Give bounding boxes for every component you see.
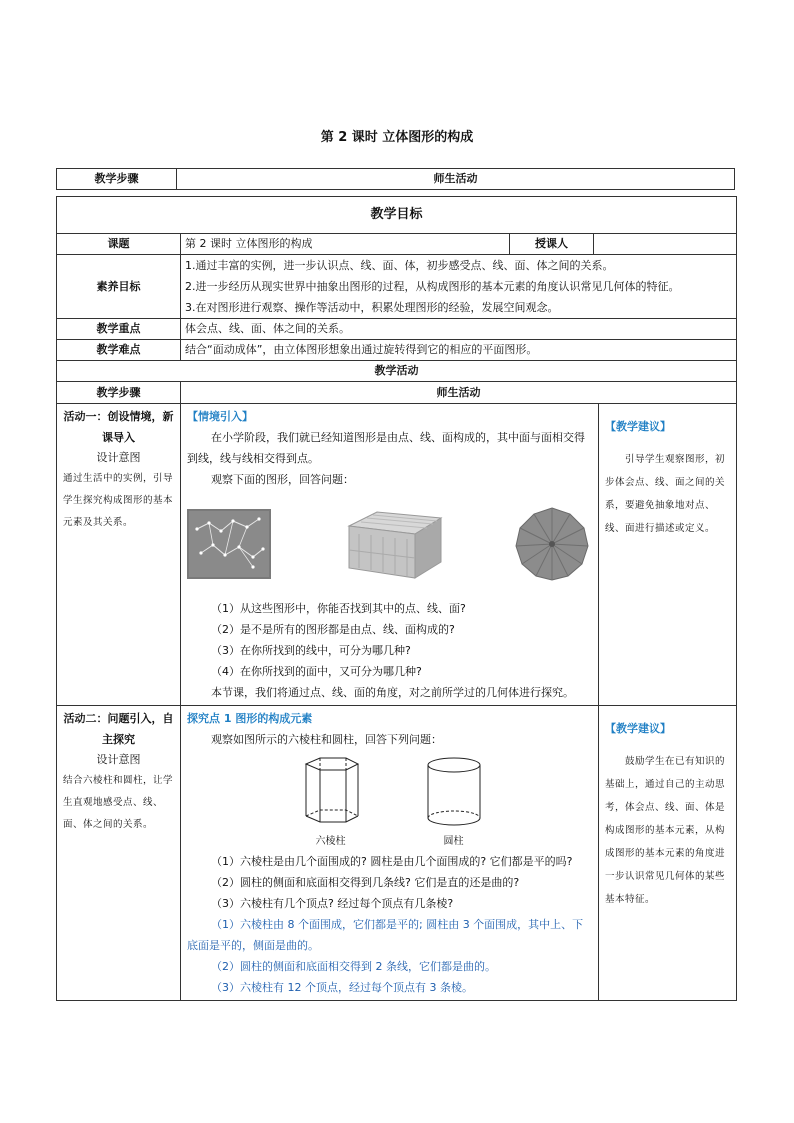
activity2-intent-heading: 设计意图: [96, 753, 141, 766]
cylinder-caption: 圆柱: [443, 836, 464, 847]
goal-1: 1.通过丰富的实例，进一步认识点、线、面、体，初步感受点、线、面、体之间的关系。: [185, 259, 614, 272]
activity2-question-1: （1）六棱柱是由几个面围成的? 圆柱是由几个面围成的? 它们都是平的吗?: [211, 855, 573, 868]
activity2-answer-2: （2）圆柱的侧面和底面相交得到 2 条线，它们都是曲的。: [211, 960, 496, 973]
activity1-left: [57, 404, 181, 706]
activity1-suggest-text: 引导学生观察图形，初步体会点、线、面之间的关系，要避免抽象地对点、线、面进行描述或定义。: [605, 454, 726, 534]
activity-label: 师生活动: [181, 382, 737, 404]
umbrella-image: [512, 504, 592, 584]
teacher-value: [594, 234, 737, 255]
topic-label: 课题: [57, 234, 181, 255]
header-activity: 师生活动: [177, 169, 735, 190]
key-label: 教学重点: [57, 319, 181, 340]
activity1-observe: 观察下面的图形，回答问题：: [211, 473, 354, 486]
constellation-map-image: [187, 509, 271, 579]
storage-box-image: [337, 504, 447, 584]
teacher-label: 授课人: [510, 234, 594, 255]
activity1-images: [187, 494, 592, 594]
header-steps: 教学步骤: [57, 169, 177, 190]
activity1-content: [181, 404, 599, 706]
activity1-intent-text: 通过生活中的实例，引导学生探究构成图形的基本元素及其关系。: [63, 473, 174, 528]
hex-prism-caption: 六棱柱: [315, 836, 346, 847]
goal-3: 3.在对图形进行观察、操作等活动中，积累处理图形的经验，发展空间观念。: [185, 301, 559, 314]
objectives-heading: 教学目标: [57, 197, 737, 234]
activity1-title: 活动一：创设情境，新课导入: [63, 410, 174, 444]
activity2-question-3: （3）六棱柱有几个顶点? 经过每个顶点有几条棱?: [211, 897, 454, 910]
goal-2: 2.进一步经历从现实世界中抽象出图形的过程，从构成图形的基本元素的角度认识常见几何体的特征。: [185, 280, 680, 293]
cylinder-figure: [424, 756, 484, 849]
literacy-label: 素养目标: [57, 255, 181, 319]
activity2-title: 活动二：问题引入，自主探究: [63, 712, 174, 746]
activity1-intro: 在小学阶段，我们就已经知道图形是由点、线、面构成的，其中面与面相交得到线，线与线相交得到点。: [187, 431, 585, 465]
activity2-answer-1: （1）六棱柱由 8 个面围成，它们都是平的; 圆柱由 3 个面围成，其中上、下底面是平的，侧面是曲的。: [187, 918, 584, 952]
header-table: [56, 168, 735, 190]
activity2-suggest-tag: 【教学建议】: [605, 722, 671, 735]
activity2-left: [57, 706, 181, 1001]
key-value: 体会点、线、面、体之间的关系。: [181, 319, 737, 340]
activity-table: [56, 381, 737, 1001]
activity1-closing: 本节课，我们将通过点、线、面的角度，对之前所学过的几何体进行探究。: [211, 686, 574, 699]
page-title: 第 2 课时 立体图形的构成: [320, 130, 474, 145]
activity2-section-tag: 探究点 1 图形的构成元素: [187, 712, 313, 725]
activity1-suggest-tag: 【教学建议】: [605, 420, 671, 433]
hex-prism-figure: [296, 756, 366, 849]
activity1-intent-heading: 设计意图: [96, 451, 141, 464]
activity2-content: [181, 706, 599, 1001]
activity1-suggestion: [599, 404, 737, 706]
activity1-question-1: （1）从这些图形中，你能否找到其中的点、线、面?: [211, 602, 466, 615]
activity2-suggest-text: 鼓励学生在已有知识的基础上，通过自己的主动思考，体会点、线、面、体是构成图形的基本元素，从构成图形的基本元素的角度进一步认识常见几何体的某些基本特征。: [605, 756, 726, 905]
cylinder-drawing: [424, 756, 484, 828]
activity-heading: 教学活动: [57, 361, 737, 382]
activity1-question-3: （3）在你所找到的线中，可分为哪几种?: [211, 644, 411, 657]
objectives-table: [56, 196, 737, 382]
steps-label: 教学步骤: [57, 382, 181, 404]
activity2-suggestion: [599, 706, 737, 1001]
activity2-intent-text: 结合六棱柱和圆柱，让学生直观地感受点、线、面、体之间的关系。: [63, 775, 174, 830]
activity2-figures: [187, 756, 592, 849]
activity2-answer-3: （3）六棱柱有 12 个顶点，经过每个顶点有 3 条棱。: [211, 981, 473, 994]
difficulty-label: 教学难点: [57, 340, 181, 361]
literacy-goals: [181, 255, 737, 319]
activity1-question-4: （4）在你所找到的面中，又可分为哪几种?: [211, 665, 422, 678]
activity2-observe: 观察如图所示的六棱柱和圆柱，回答下列问题：: [211, 733, 442, 746]
difficulty-value: 结合“面动成体”，由立体图形想象出通过旋转得到它的相应的平面图形。: [181, 340, 737, 361]
activity1-section-tag: 【情境引入】: [187, 410, 253, 423]
activity1-question-2: （2）是不是所有的图形都是由点、线、面构成的?: [211, 623, 455, 636]
topic-value: 第 2 课时 立体图形的构成: [181, 234, 510, 255]
hex-prism-drawing: [296, 756, 366, 828]
activity2-question-2: （2）圆柱的侧面和底面相交得到几条线? 它们是直的还是曲的?: [211, 876, 520, 889]
